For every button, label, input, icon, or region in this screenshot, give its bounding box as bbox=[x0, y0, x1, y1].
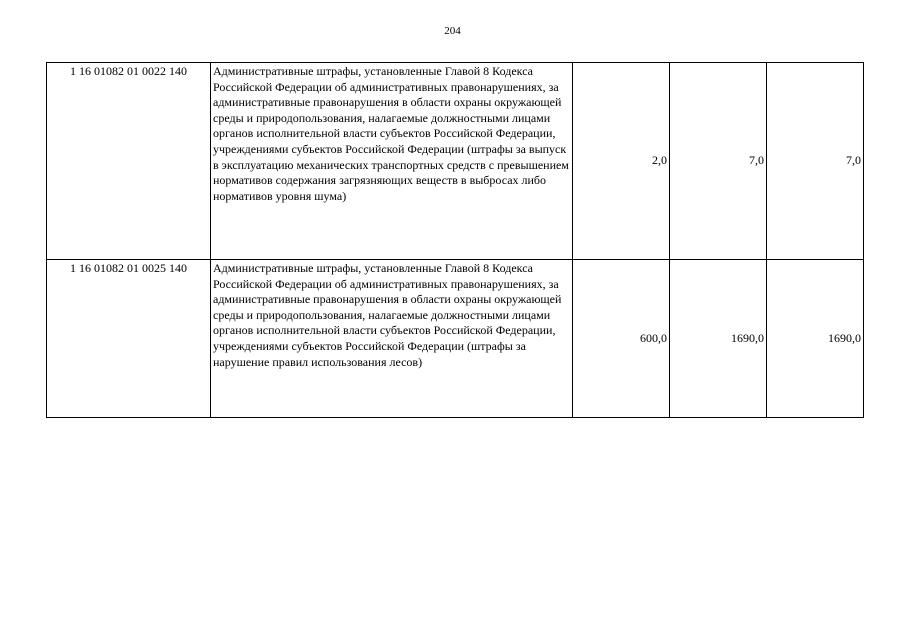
budget-code: 1 16 01082 01 0025 140 bbox=[47, 260, 211, 418]
value-cell: 2,0 bbox=[573, 63, 670, 260]
table-row bbox=[47, 63, 864, 260]
budget-code: 1 16 01082 01 0022 140 bbox=[47, 63, 211, 260]
value-cell: 1690,0 bbox=[670, 260, 767, 418]
table-row bbox=[47, 260, 864, 418]
value-cell: 1690,0 bbox=[767, 260, 864, 418]
value-cell: 7,0 bbox=[767, 63, 864, 260]
value-cell: 600,0 bbox=[573, 260, 670, 418]
budget-table bbox=[46, 62, 864, 418]
value-cell: 7,0 bbox=[670, 63, 767, 260]
row-description: Административные штрафы, установленные Главой 8 Кодекса Российской Федерации об административных правонарушениях, за административные правонарушения в области охраны окружающей среды и природопользования, налагаемые должностными лицами органов исполнительной власти субъектов Российской Федерации, учреждениями субъектов Российской Федерации (штрафы за выпуск в эксплуатацию механических транспортных средств с превышением нормативов содержания загрязняющих веществ в выбросах либо нормативов уровня шума) bbox=[211, 63, 573, 260]
page-number: 204 bbox=[444, 25, 461, 37]
row-description: Административные штрафы, установленные Главой 8 Кодекса Российской Федерации об административных правонарушениях, за административные правонарушения в области охраны окружающей среды и природопользования, налагаемые должностными лицами органов исполнительной власти субъектов Российской Федерации, учреждениями субъектов Российской Федерации (штрафы за нарушение правил использования лесов) bbox=[211, 260, 573, 418]
